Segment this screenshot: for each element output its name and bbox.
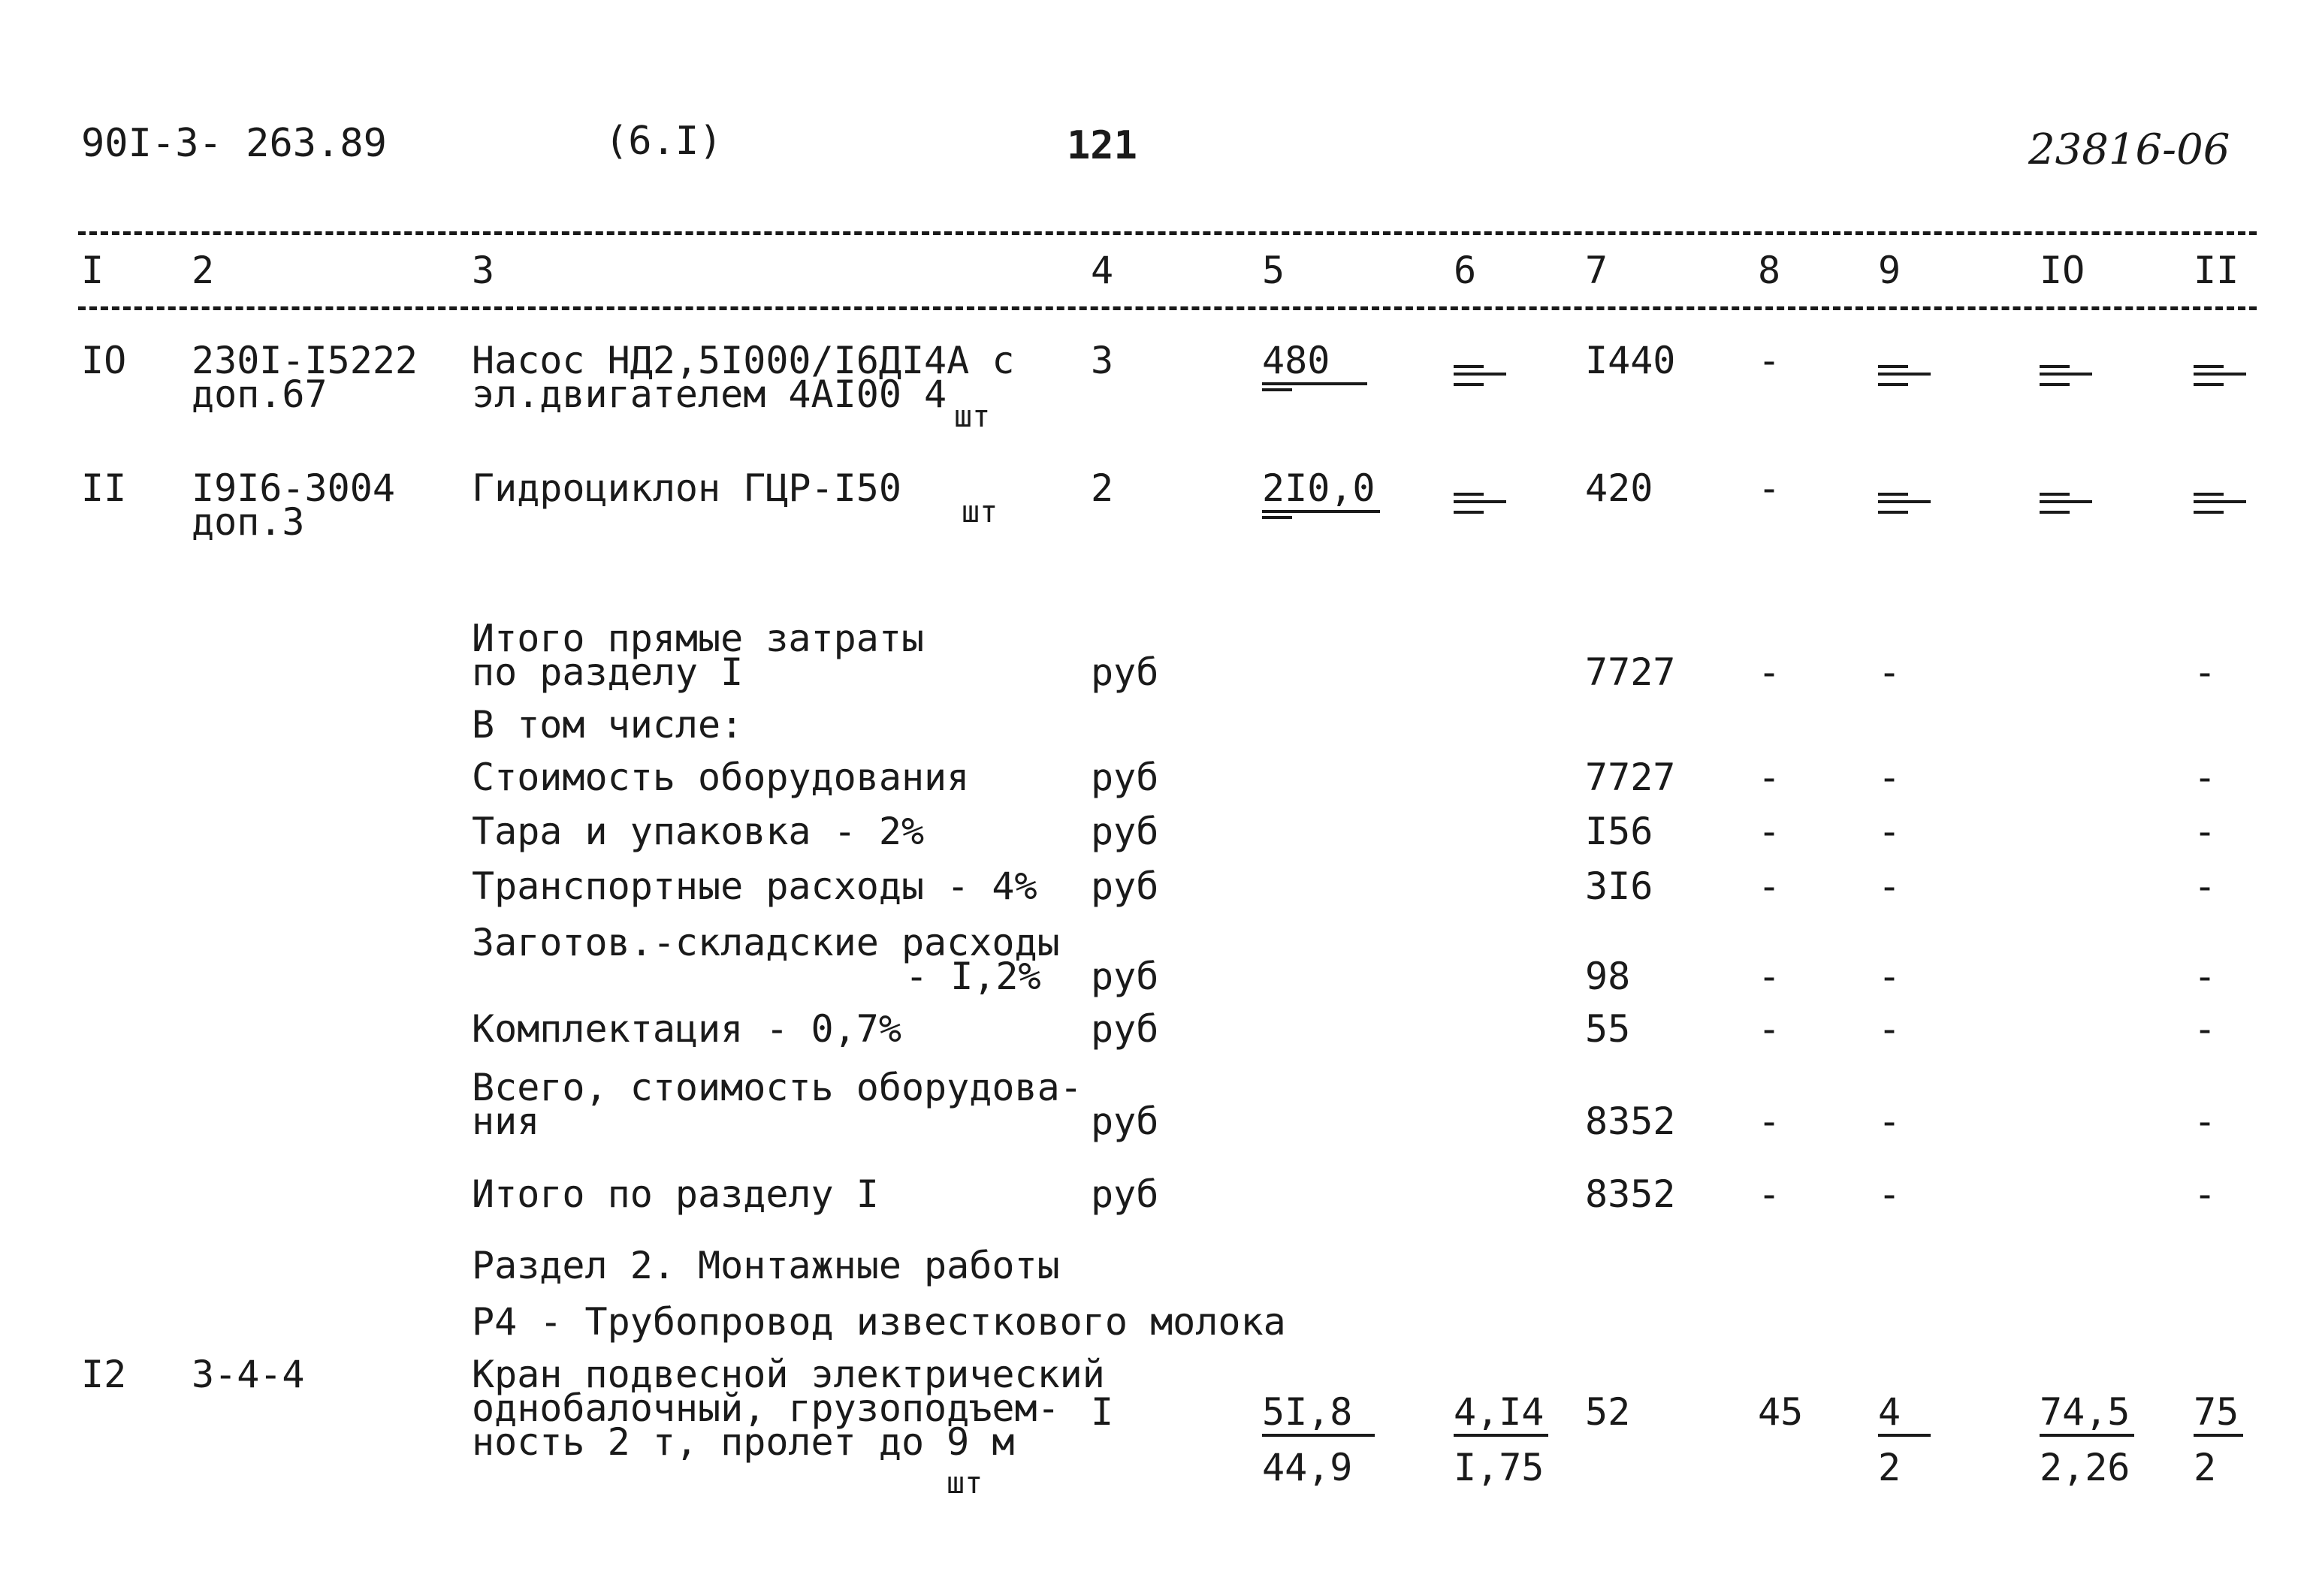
- col8-value: -: [1758, 864, 1781, 908]
- col10-fraction: [2040, 1390, 2134, 1489]
- unit-label: шт: [947, 1466, 983, 1501]
- unit-cost: [1262, 466, 1380, 519]
- unit-cost: [1262, 339, 1367, 391]
- col11-value: -: [2194, 810, 2217, 853]
- col11-fraction: [2194, 1390, 2243, 1489]
- col8-value: -: [1758, 1007, 1781, 1051]
- fraction-numerator: 4: [1878, 1393, 1931, 1437]
- col9-value: -: [1878, 1007, 1901, 1051]
- row-number: II: [81, 466, 127, 510]
- item-name-line-2: однобалочный, грузоподъем-: [472, 1386, 1060, 1430]
- col11-value: -: [2194, 1100, 2217, 1143]
- col11-value: -: [2194, 1172, 2217, 1216]
- row-number: I2: [81, 1353, 127, 1396]
- column-header-2: 2: [192, 249, 215, 292]
- price-code-suffix: доп.67: [192, 373, 328, 416]
- including-label: В том числе:: [472, 703, 744, 747]
- col8-value: -: [1758, 810, 1781, 853]
- col11-value: -: [2194, 650, 2217, 694]
- fraction-denominator: 44,9: [1262, 1446, 1353, 1489]
- fraction-numerator: 75: [2194, 1393, 2243, 1437]
- column-header-10: IO: [2040, 249, 2085, 292]
- unit-label: руб: [1091, 864, 1159, 908]
- column-header-6: 6: [1454, 249, 1477, 292]
- empty-fraction-mark: [2194, 362, 2246, 386]
- empty-fraction-mark: [2040, 490, 2092, 514]
- col9-fraction: [1878, 1390, 1931, 1489]
- fraction-numerator: 5I,8: [1262, 1393, 1375, 1437]
- section-reference: (6.I): [605, 119, 723, 164]
- fraction-denominator: 2: [1878, 1446, 1901, 1489]
- empty-fraction-mark: [1878, 362, 1931, 386]
- fraction-numerator: 74,5: [2040, 1393, 2134, 1437]
- unit-cost-fraction: [1262, 1390, 1375, 1489]
- empty-fraction-mark: [2194, 490, 2246, 514]
- column-header-1: I: [81, 249, 104, 292]
- fraction-denominator: I,75: [1454, 1446, 1545, 1489]
- col11-value: -: [2194, 756, 2217, 799]
- col6-fraction: [1454, 1390, 1548, 1489]
- quantity: I: [1091, 1390, 1114, 1434]
- col9-value: -: [1878, 1100, 1901, 1143]
- unit-cost-value: 2I0,0: [1262, 469, 1380, 513]
- document-code: 90I-3- 263.89: [81, 121, 387, 166]
- price-code: 3-4-4: [192, 1353, 305, 1396]
- total-value: 7727: [1585, 650, 1676, 694]
- total-label-line-1: Заготов.-складские расходы: [472, 921, 1060, 964]
- total-value: 98: [1585, 955, 1631, 998]
- total-label-line-2: по разделу I: [472, 650, 744, 694]
- total-label: Транспортные расходы - 4%: [472, 864, 1037, 908]
- unit-label: руб: [1091, 650, 1159, 694]
- column-header-7: 7: [1585, 249, 1608, 292]
- table-header-rule: [78, 306, 2257, 310]
- empty-fraction-mark: [1878, 490, 1931, 514]
- col9-value: -: [1878, 864, 1901, 908]
- total-label: Комплектация - 0,7%: [472, 1007, 901, 1051]
- page-number: 121: [1067, 123, 1137, 168]
- col8-value: -: [1758, 955, 1781, 998]
- item-name-line-1: Насос НД2,5I000/I6ДI4А с: [472, 339, 1015, 382]
- total-value: 7727: [1585, 756, 1676, 799]
- price-code: 230I-I5222: [192, 339, 418, 382]
- item-name: Гидроциклон ГЦР-I50: [472, 466, 901, 510]
- unit-cost-value: 480: [1262, 342, 1367, 385]
- unit-label: шт: [962, 495, 998, 529]
- section-title: Раздел 2. Монтажные работы: [472, 1244, 1060, 1287]
- unit-label: руб: [1091, 756, 1159, 799]
- price-code: I9I6-3004: [192, 466, 395, 510]
- col9-value: -: [1878, 756, 1901, 799]
- handwritten-document-id: 23816-06: [2028, 125, 2230, 174]
- row-number: IO: [81, 339, 127, 382]
- col8-value: -: [1758, 650, 1781, 694]
- unit-label: руб: [1091, 1100, 1159, 1143]
- unit-label: руб: [1091, 1172, 1159, 1216]
- table-top-rule: [78, 231, 2257, 235]
- fraction-dash: [1262, 388, 1292, 391]
- total-value: 8352: [1585, 1172, 1676, 1216]
- total-label: Тара и упаковка - 2%: [472, 810, 925, 853]
- fraction-denominator: 2,26: [2040, 1446, 2130, 1489]
- col8-value: -: [1758, 339, 1781, 382]
- col8-value: -: [1758, 756, 1781, 799]
- quantity: 3: [1091, 339, 1114, 382]
- total-value: 3I6: [1585, 864, 1653, 908]
- empty-fraction-mark: [2040, 362, 2092, 386]
- column-header-11: II: [2194, 249, 2239, 292]
- column-header-5: 5: [1262, 249, 1285, 292]
- total-cost: 52: [1585, 1390, 1631, 1434]
- col8-value: -: [1758, 1172, 1781, 1216]
- total-cost: 420: [1585, 466, 1653, 510]
- col9-value: -: [1878, 955, 1901, 998]
- column-header-3: 3: [472, 249, 495, 292]
- price-code-suffix: доп.3: [192, 500, 305, 544]
- col8-value: -: [1758, 1100, 1781, 1143]
- col8-value: -: [1758, 466, 1781, 510]
- item-name-line-2: эл.двигателем 4АI00 4: [472, 373, 947, 416]
- section-subtitle: Р4 - Трубопровод известкового молока: [472, 1300, 1286, 1344]
- total-label: Стоимость оборудования: [472, 756, 970, 799]
- total-value: I56: [1585, 810, 1653, 853]
- col11-value: -: [2194, 1007, 2217, 1051]
- item-name-line-1: Кран подвесной электрический: [472, 1353, 1105, 1396]
- fraction-numerator: 4,I4: [1454, 1393, 1548, 1437]
- column-header-4: 4: [1091, 249, 1114, 292]
- fraction-denominator: 2: [2194, 1446, 2217, 1489]
- total-label-line-1: Итого прямые затраты: [472, 617, 925, 660]
- item-name-line-3: ность 2 т, пролет до 9 м: [472, 1420, 1015, 1464]
- column-header-8: 8: [1758, 249, 1781, 292]
- unit-label: шт: [954, 400, 991, 434]
- col11-value: -: [2194, 864, 2217, 908]
- unit-label: руб: [1091, 955, 1159, 998]
- total-label-line-2: - I,2%: [905, 955, 1041, 998]
- total-label-line-1: Всего, стоимость оборудова-: [472, 1066, 1083, 1109]
- total-label: Итого по разделу I: [472, 1172, 879, 1216]
- quantity: 2: [1091, 466, 1114, 510]
- col11-value: -: [2194, 955, 2217, 998]
- total-value: 8352: [1585, 1100, 1676, 1143]
- fraction-dash: [1262, 516, 1292, 519]
- total-value: 55: [1585, 1007, 1631, 1051]
- col9-value: -: [1878, 650, 1901, 694]
- unit-label: руб: [1091, 1007, 1159, 1051]
- col9-value: -: [1878, 810, 1901, 853]
- col9-value: -: [1878, 1172, 1901, 1216]
- total-cost: I440: [1585, 339, 1676, 382]
- column-header-9: 9: [1878, 249, 1901, 292]
- empty-fraction-mark: [1454, 362, 1506, 386]
- col8-value: 45: [1758, 1390, 1804, 1434]
- empty-fraction-mark: [1454, 490, 1506, 514]
- total-label-line-2: ния: [472, 1100, 540, 1143]
- unit-label: руб: [1091, 810, 1159, 853]
